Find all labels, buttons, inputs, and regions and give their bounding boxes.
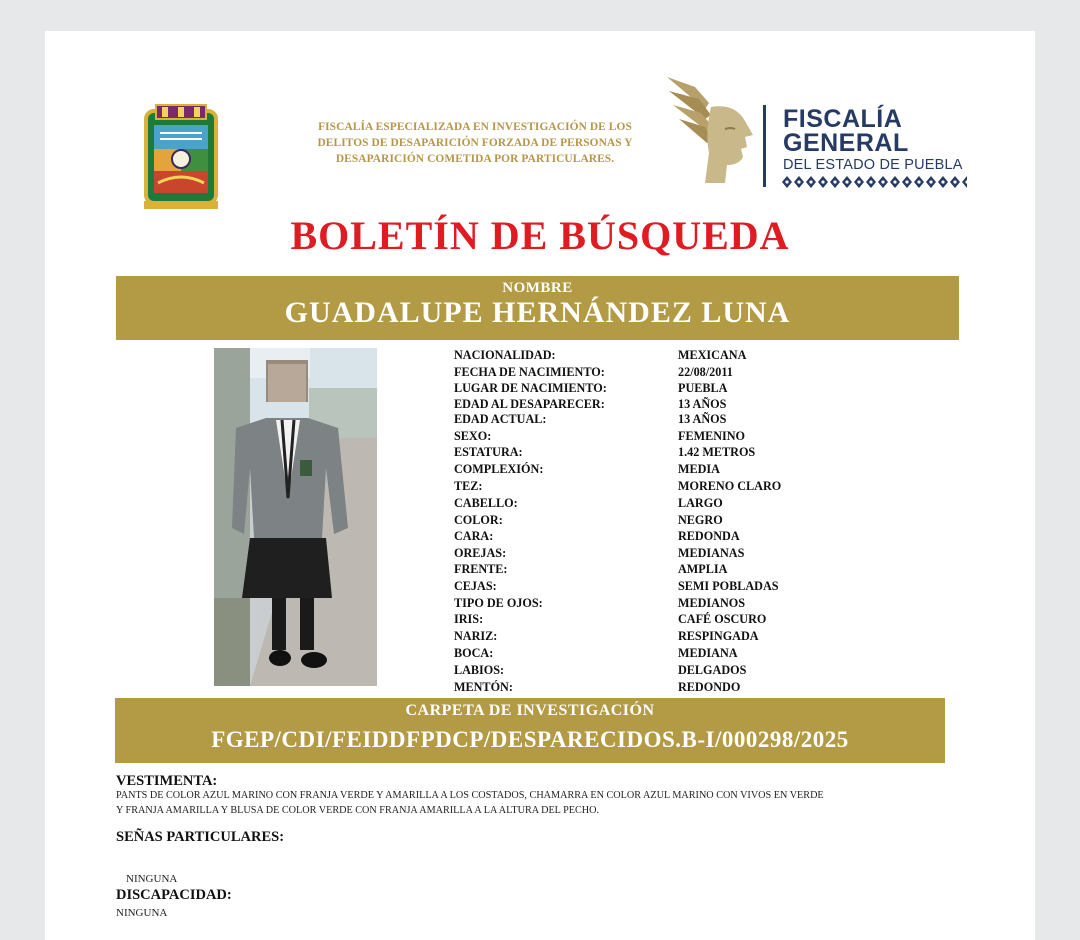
detail-row (454, 562, 974, 578)
detail-value: MEXICANA (678, 348, 747, 362)
bulletin-page (45, 31, 1035, 940)
bulletin-title: BOLETÍN DE BÚSQUEDA (290, 213, 790, 258)
detail-row (454, 496, 974, 512)
puebla-coat-of-arms-icon (140, 103, 222, 211)
detail-value: 13 AÑOS (678, 412, 727, 426)
agency-name: FISCALÍA ESPECIALIZADA EN INVESTIGACIÓN DE LOS DELITOS DE DESAPARICIÓN FORZADA DE PERSONAS Y DESAPARICIÓN COMETIDA POR PARTICULARES. (317, 121, 633, 165)
detail-value: LARGO (678, 496, 723, 510)
detail-label: TEZ: (454, 479, 483, 493)
disability-value: NINGUNA (116, 907, 168, 919)
detail-value: MEDIANOS (678, 596, 746, 610)
detail-value: FEMENINO (678, 429, 746, 443)
detail-label: IRIS: (454, 612, 484, 626)
detail-row (454, 397, 974, 413)
detail-label: CEJAS: (454, 579, 497, 593)
clothing-line-1: PANTS DE COLOR AZUL MARINO CON FRANJA VERDE Y AMARILLA A LOS COSTADOS, CHAMARRA EN COLOR AZUL MARINO CON VIVOS EN VERDE (116, 790, 824, 801)
detail-row (454, 596, 974, 612)
detail-row (454, 462, 974, 478)
fiscalia-head-logo-icon (665, 73, 757, 188)
detail-row (454, 479, 974, 495)
detail-row (454, 381, 974, 397)
detail-row (454, 365, 974, 381)
detail-value: NEGRO (678, 513, 723, 527)
detail-label: LABIOS: (454, 663, 505, 677)
detail-label: ESTATURA: (454, 445, 523, 459)
detail-row (454, 680, 974, 696)
detail-row (454, 629, 974, 645)
case-file-number: FGEP/CDI/FEIDDFPDCP/DESPARECIDOS.B-I/000298/2025 (211, 727, 849, 752)
detail-label: CARA: (454, 529, 494, 543)
detail-label: CABELLO: (454, 496, 518, 510)
case-file-banner (115, 698, 945, 763)
logo-fiscalia: FISCALÍA (783, 105, 903, 133)
detail-row (454, 429, 974, 445)
detail-label: COMPLEXIÓN: (454, 462, 544, 476)
detail-label: LUGAR DE NACIMIENTO: (454, 381, 607, 395)
detail-value: 22/08/2011 (678, 365, 733, 379)
clothing-heading: VESTIMENTA: (116, 773, 218, 789)
detail-row (454, 513, 974, 529)
detail-value: 13 AÑOS (678, 397, 727, 411)
detail-value: AMPLIA (678, 562, 728, 576)
detail-label: SEXO: (454, 429, 492, 443)
name-label: NOMBRE (502, 280, 573, 296)
detail-value: REDONDO (678, 680, 741, 694)
detail-value: MEDIANA (678, 646, 738, 660)
logo-state: DEL ESTADO DE PUEBLA (783, 157, 963, 173)
detail-label: COLOR: (454, 513, 503, 527)
detail-value: MEDIA (678, 462, 720, 476)
talavera-pattern-icon (781, 175, 967, 189)
detail-row (454, 348, 974, 364)
name-banner (116, 276, 959, 340)
detail-row (454, 529, 974, 545)
logo-general: GENERAL (783, 129, 909, 157)
case-file-label: CARPETA DE INVESTIGACIÓN (405, 702, 655, 719)
marks-value: NINGUNA (126, 873, 178, 885)
detail-label: FRENTE: (454, 562, 508, 576)
detail-label: FECHA DE NACIMIENTO: (454, 365, 605, 379)
detail-value: MORENO CLARO (678, 479, 782, 493)
logo-divider (763, 105, 766, 187)
detail-label: OREJAS: (454, 546, 507, 560)
detail-row (454, 579, 974, 595)
detail-row (454, 646, 974, 662)
disability-heading: DISCAPACIDAD: (116, 887, 232, 903)
detail-value: 1.42 METROS (678, 445, 756, 459)
detail-value: MEDIANAS (678, 546, 745, 560)
detail-row (454, 546, 974, 562)
detail-row (454, 412, 974, 428)
person-name: GUADALUPE HERNÁNDEZ LUNA (284, 296, 791, 329)
detail-label: BOCA: (454, 646, 494, 660)
missing-person-photo (214, 348, 377, 686)
detail-label: EDAD AL DESAPARECER: (454, 397, 605, 411)
detail-row (454, 612, 974, 628)
detail-value: PUEBLA (678, 381, 728, 395)
detail-row (454, 663, 974, 679)
clothing-line-2: Y FRANJA AMARILLA Y BLUSA DE COLOR VERDE CON FRANJA AMARILLA A LA ALTURA DEL PECHO. (116, 805, 600, 816)
detail-value: REDONDA (678, 529, 740, 543)
detail-label: NACIONALIDAD: (454, 348, 556, 362)
detail-label: EDAD ACTUAL: (454, 412, 547, 426)
detail-label: NARIZ: (454, 629, 498, 643)
detail-value: DELGADOS (678, 663, 747, 677)
detail-value: SEMI POBLADAS (678, 579, 779, 593)
detail-value: RESPINGADA (678, 629, 759, 643)
detail-value: CAFÉ OSCURO (678, 612, 767, 626)
marks-heading: SEÑAS PARTICULARES: (116, 829, 285, 845)
detail-label: TIPO DE OJOS: (454, 596, 543, 610)
detail-row (454, 445, 974, 461)
detail-label: MENTÓN: (454, 680, 513, 694)
